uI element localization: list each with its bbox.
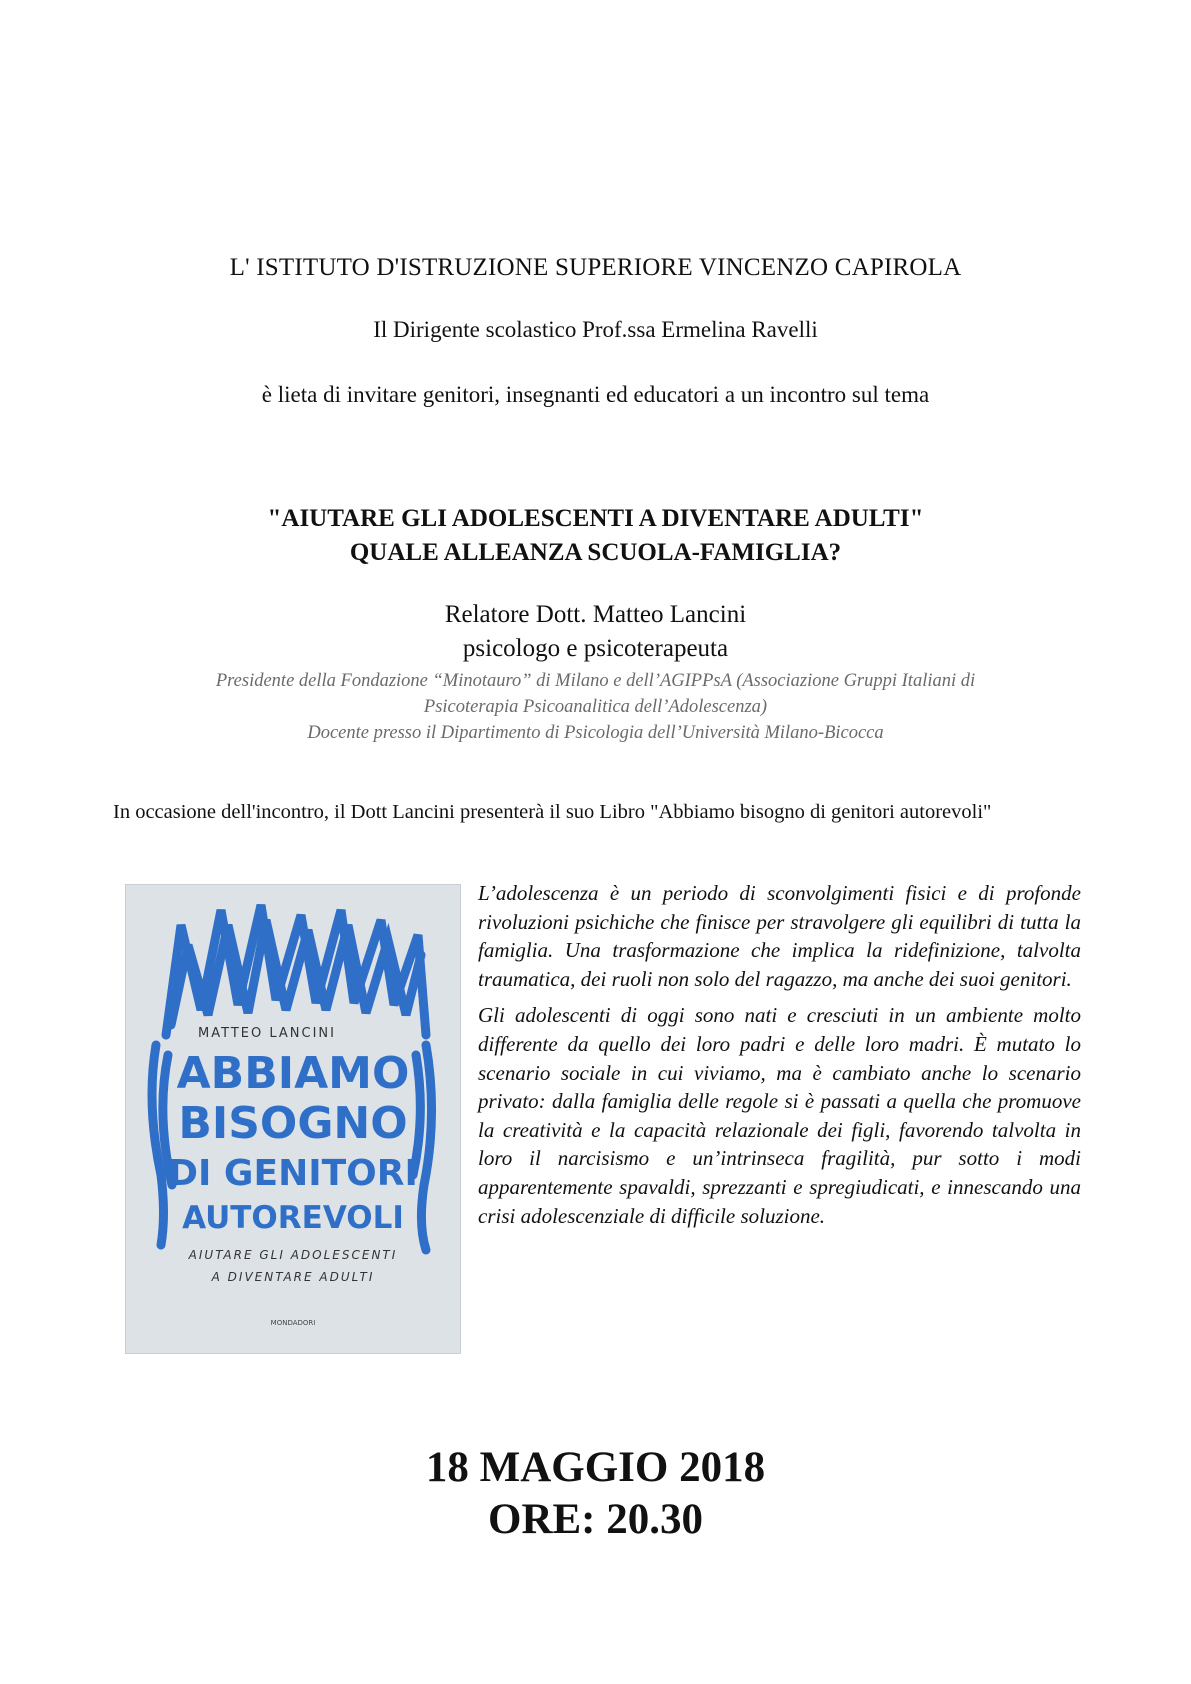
cover-title-line3: DI GENITORI <box>168 1153 418 1194</box>
cover-author: MATTEO LANCINI <box>198 1026 336 1041</box>
speaker-block <box>0 598 1191 666</box>
event-title-line1: "AIUTARE GLI ADOLESCENTI A DIVENTARE ADULTI" <box>267 505 924 532</box>
speaker-bio-line3: Docente presso il Dipartimento di Psicologia dell’Università Milano-Bicocca <box>307 723 884 743</box>
speaker-bio-line2: Psicoterapia Psicoanalitica dell’Adolescenza) <box>423 697 768 717</box>
speaker-profession: psicologo e psicoterapeuta <box>462 635 729 662</box>
book-description-paragraph2: Gli adolescenti di oggi sono nati e cresciuti in un ambiente molto differente da quello dei loro padri e delle loro madri. È mutato lo scenario sociale in cui viviamo, ma è cambiato anche lo scenario privato: dalla famiglia delle regole si è passati a quella che promuove la creatività e la capacità relazionale dei figli, favorendo talvolta in loro il narcisismo e un’intrinseca fragilità, pur sotto i modi apparentemente spavaldi, sprezzanti e spregiudicati, e innescando una crisi adolescenziale di difficile soluzione. <box>478 1003 1081 1228</box>
speaker-name: Relatore Dott. Matteo Lancini <box>444 601 747 628</box>
event-date: 18 MAGGIO 2018 <box>425 1444 766 1491</box>
book-cover-illustration <box>126 885 460 1353</box>
event-title <box>0 502 1191 570</box>
book-intro: In occasione dell'incontro, il Dott Lancini presenterà il suo Libro "Abbiamo bisogno di genitori autorevoli" <box>113 801 992 823</box>
school-name: L' ISTITUTO D'ISTRUZIONE SUPERIORE VINCENZO CAPIROLA <box>229 254 962 281</box>
event-title-line2: QUALE ALLEANZA SCUOLA-FAMIGLIA? <box>349 539 842 566</box>
event-schedule <box>0 1442 1191 1546</box>
cover-subtitle-line2: A DIVENTARE ADULTI <box>211 1270 375 1284</box>
speaker-bio-line1: Presidente della Fondazione “Minotauro” di Milano e dell’AGIPPsA (Associazione Gruppi Italiani di <box>215 671 976 691</box>
speaker-bio <box>0 668 1191 746</box>
book-cover-image <box>125 884 461 1354</box>
cover-publisher: MONDADORI <box>270 1319 316 1327</box>
cover-title-line4: AUTOREVOLI <box>182 1200 404 1236</box>
principal-name: Il Dirigente scolastico Prof.ssa Ermelina Ravelli <box>373 317 818 342</box>
cover-title-line2: BISOGNO <box>178 1098 408 1149</box>
book-description <box>478 879 1081 1238</box>
cover-title-line1: ABBIAMO <box>176 1048 410 1099</box>
book-description-paragraph1: L’adolescenza è un periodo di sconvolgimenti fisici e di profonde rivoluzioni psichiche che finisce per stravolgere gli equilibri di tutta la famiglia. Una trasformazione che implica la ridefinizione, talvolta traumatica, dei ruoli non solo del ragazzo, ma anche dei suoi genitori. <box>478 881 1081 991</box>
cover-subtitle-line1: AIUTARE GLI ADOLESCENTI <box>188 1248 398 1262</box>
invitation-text: è lieta di invitare genitori, insegnanti ed educatori a un incontro sul tema <box>261 382 930 407</box>
event-time: ORE: 20.30 <box>488 1496 703 1543</box>
